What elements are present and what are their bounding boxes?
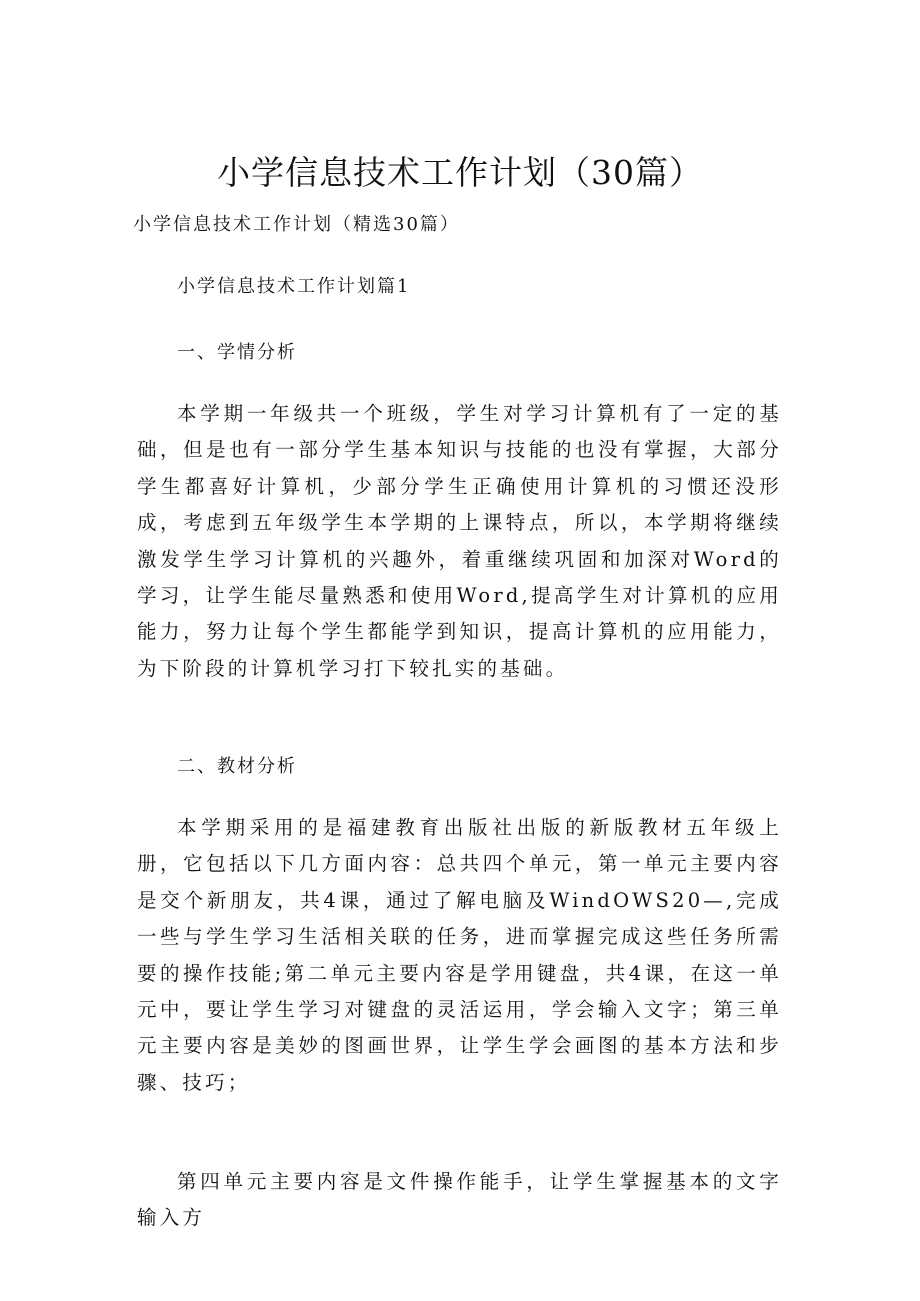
- heading-student-analysis: 一、学情分析: [177, 342, 297, 363]
- paragraph-student-analysis: 本学期一年级共一个班级，学生对学习计算机有了一定的基础，但是也有一部分学生基本知识与技能的也没有掌握，大部分学生都喜好计算机，少部分学生正确使用计算机的习惯还没形成，考虑到五年级学生本学期的上课特点，所以，本学期将继续激发学生学习计算机的兴趣外，着重继续巩固和加深对Word的学习，让学生能尽量熟悉和使用Word,提高学生对计算机的应用能力，努力让每个学生都能学到知识，提高计算机的应用能力，为下阶段的计算机学习打下较扎实的基础。: [137, 402, 782, 680]
- heading-textbook-analysis: 二、教材分析: [177, 756, 297, 777]
- document-title: 小学信息技术工作计划（30篇）: [217, 153, 703, 192]
- document-subtitle: 小学信息技术工作计划（精选30篇）: [133, 214, 460, 235]
- paragraph-unit-four: 第四单元主要内容是文件操作能手，让学生掌握基本的文字输入方: [137, 1170, 782, 1230]
- paragraph-textbook-analysis: 本学期采用的是福建教育出版社出版的新版教材五年级上册，它包括以下几方面内容：总共四个单元，第一单元主要内容是交个新朋友，共4课，通过了解电脑及WindOWS20—,完成一些与学生学习生活相关联的任务，进而掌握完成这些任务所需要的操作技能;第二单元主要内容是学用键盘，共4课，在这一单元中，要让学生学习对键盘的灵活运用，学会输入文字；第三单元主要内容是美妙的图画世界，让学生学会画图的基本方法和步骤、技巧；: [137, 816, 782, 1094]
- section-heading: 小学信息技术工作计划篇1: [177, 276, 411, 297]
